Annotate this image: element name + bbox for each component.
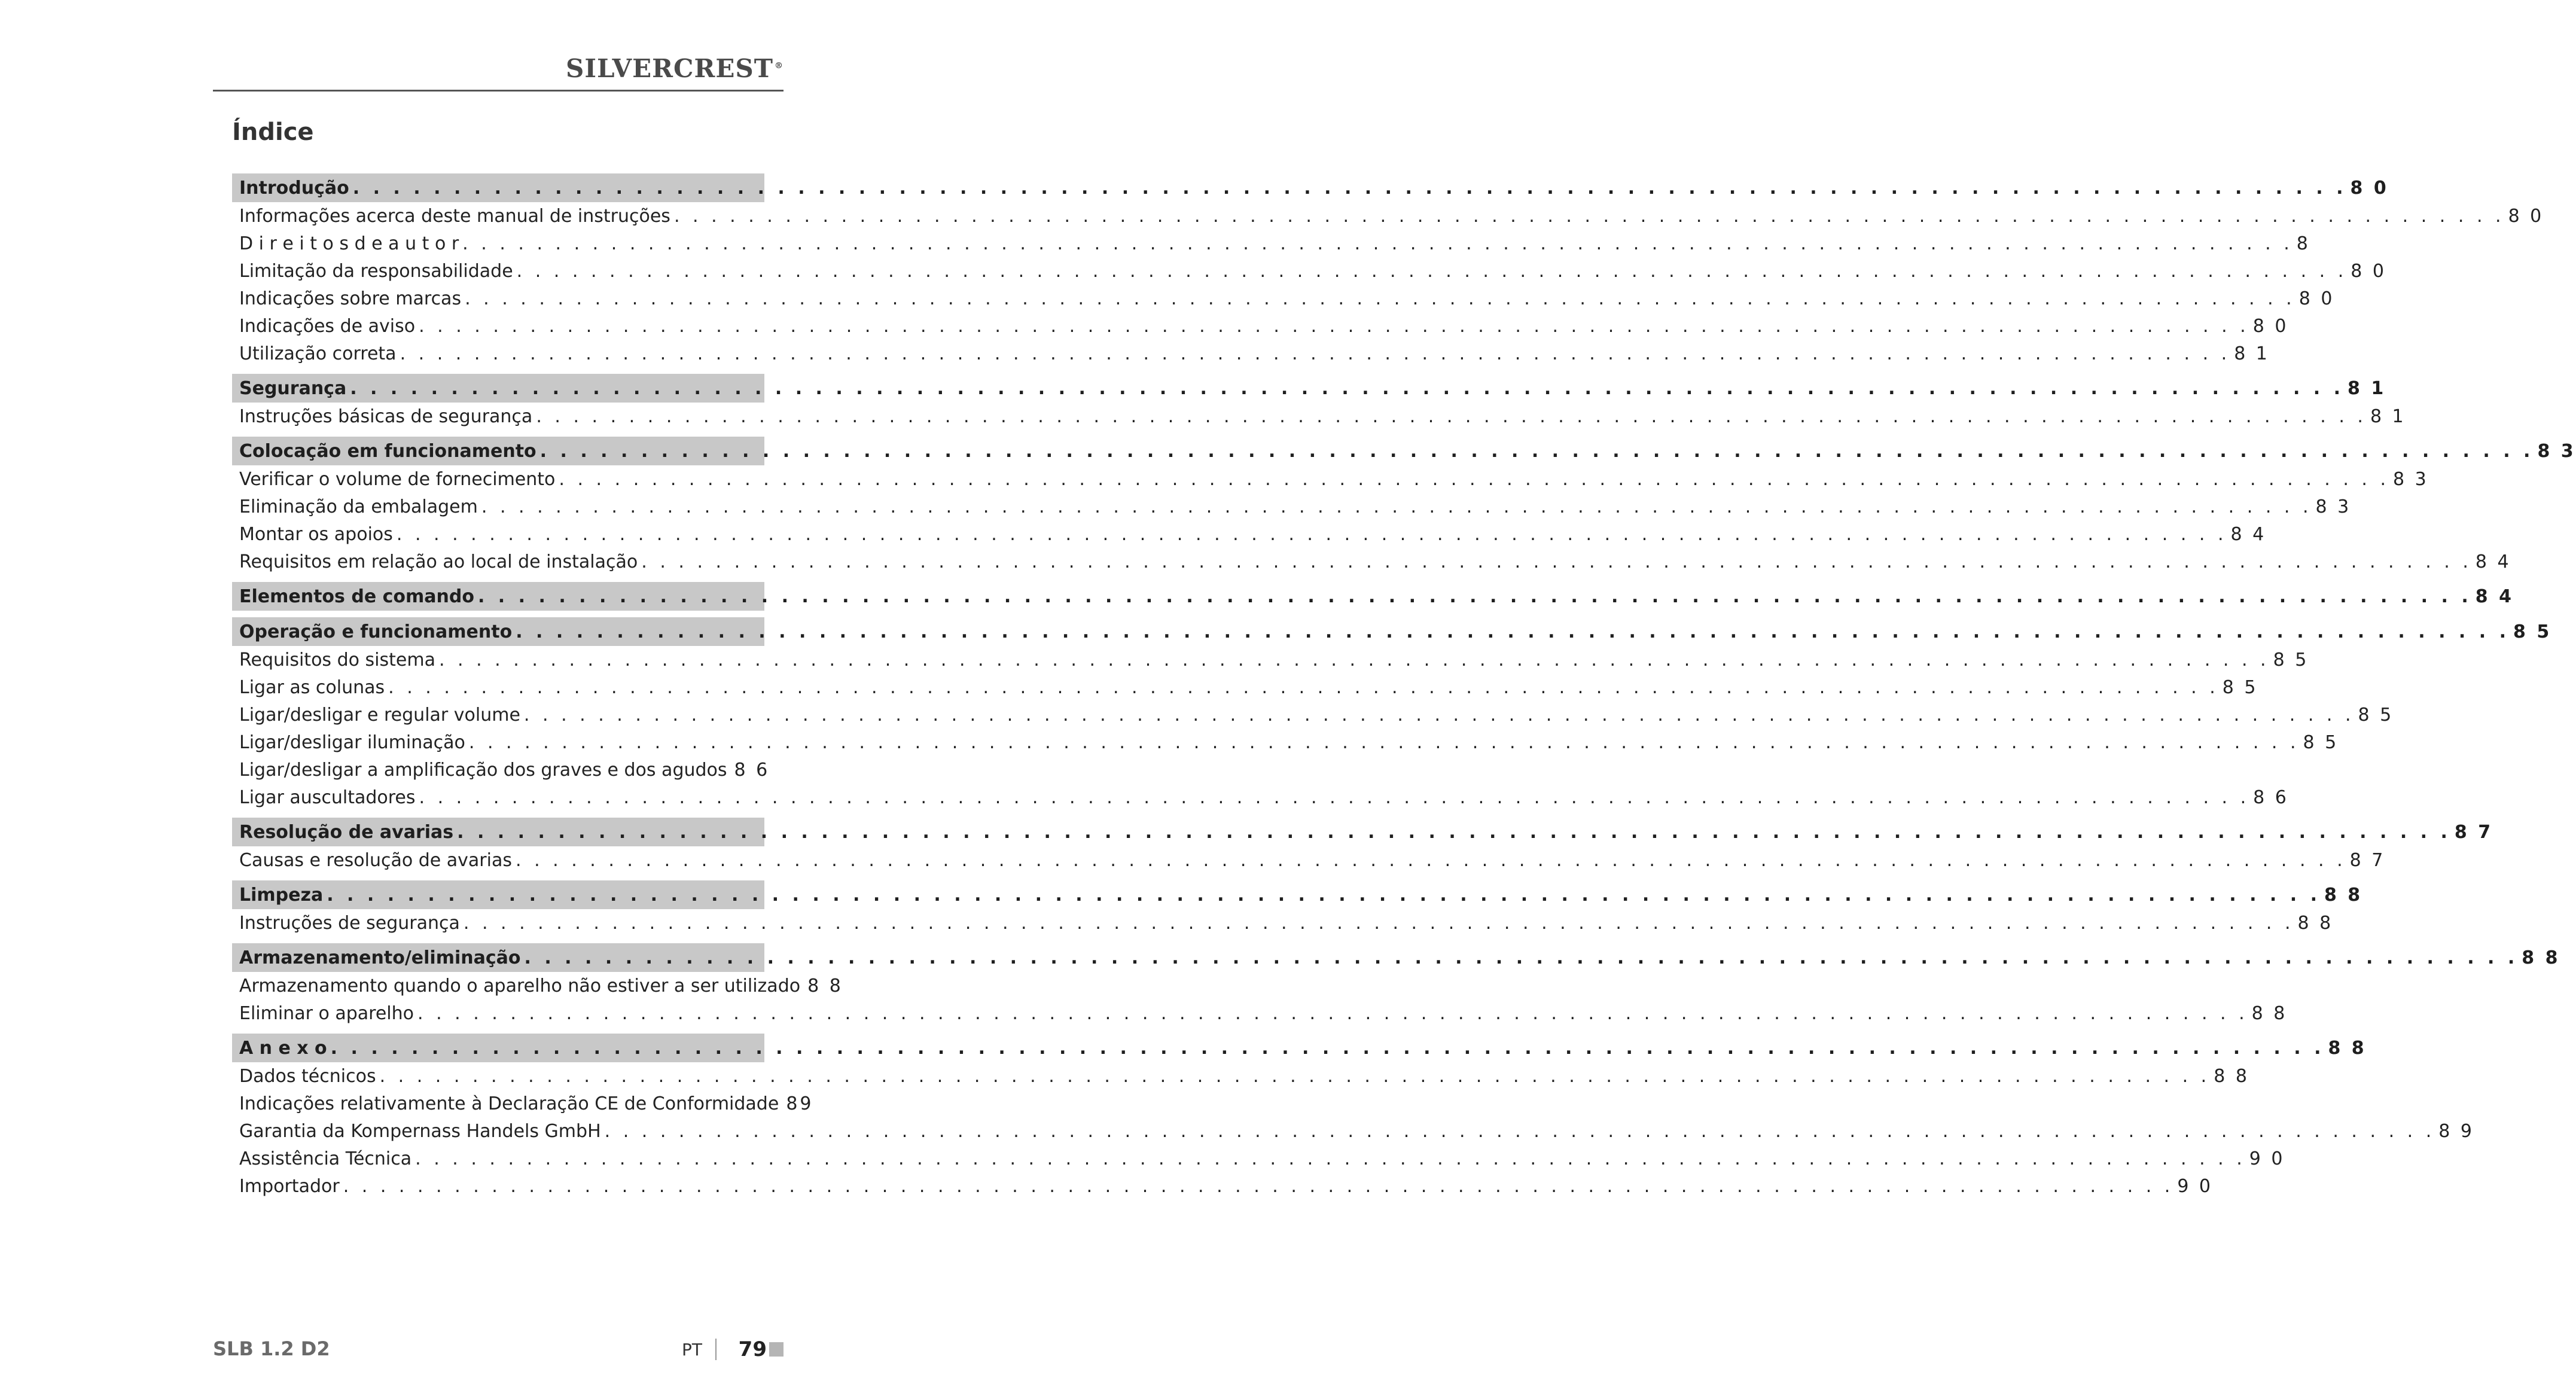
toc-entry-label: Utilização correta: [239, 343, 397, 364]
toc-entry: [232, 257, 2386, 285]
dot-leader: [419, 787, 2250, 808]
toc-entry: [232, 972, 843, 999]
dot-leader: [380, 1066, 2211, 1087]
toc-section-heading: [232, 880, 2363, 909]
dot-leader: [327, 885, 2321, 906]
toc-section-heading: [232, 617, 2552, 646]
toc-entry-label: Requisitos em relação ao local de instalação: [239, 551, 638, 572]
toc-page-number: 8 1: [2370, 406, 2406, 427]
toc-entry-label: Verificar o volume de fornecimento: [239, 468, 556, 490]
dot-leader: [674, 206, 2505, 227]
toc-section: [232, 818, 2493, 874]
page-title: Índice: [232, 118, 314, 146]
dot-leader: [525, 947, 2519, 968]
toc-entry-label: Limitação da responsabilidade: [239, 260, 513, 282]
toc-page-number: 8 4: [2475, 586, 2514, 607]
dot-leader: [464, 913, 2294, 934]
toc-page-number: 8 5: [2273, 649, 2309, 670]
toc-page-number: 8 5: [2358, 704, 2394, 726]
toc-entry: [232, 230, 2310, 257]
toc-entry: [232, 846, 2386, 874]
toc-page-number: 8 3: [2393, 468, 2429, 490]
toc-entry-label: Eliminar o aparelho: [239, 1002, 414, 1024]
toc-page-number: 8 8: [2214, 1065, 2249, 1087]
dot-leader: [465, 288, 2295, 309]
page-number: 79: [738, 1337, 767, 1361]
toc-section-heading: [232, 582, 2514, 611]
toc-section-heading: [232, 943, 2560, 972]
toc-section-title: Limpeza: [239, 884, 324, 906]
toc-section-heading: [232, 437, 2576, 465]
page-footer: [213, 1337, 787, 1367]
toc-entry-label: Ligar/desligar iluminação: [239, 731, 465, 753]
toc-page-number: 8 3: [2315, 496, 2352, 517]
toc-entry-label: Importador: [239, 1175, 340, 1197]
toc-section: [232, 617, 2552, 811]
toc-entry: [232, 493, 2352, 520]
dot-leader: [400, 343, 2231, 364]
toc-page-number: 8 8: [807, 975, 843, 996]
toc-entry-label: Indicações de aviso: [239, 315, 416, 337]
toc-entry: [232, 202, 2544, 230]
toc-entry-label: Indicações sobre marcas: [239, 288, 462, 309]
dot-leader: [343, 1176, 2174, 1197]
toc-entry-label: Eliminação da embalagem: [239, 496, 478, 517]
toc-section-title: Colocação em funcionamento: [239, 440, 536, 462]
toc-page-number: 8 8: [2328, 1037, 2367, 1059]
dot-leader: [641, 551, 2472, 572]
toc-entry-label: Requisitos do sistema: [239, 649, 435, 670]
toc-page-number: 8 8: [2324, 884, 2363, 906]
toc-entry: [232, 701, 2394, 729]
toc-page-number: 9 0: [2249, 1148, 2285, 1169]
toc-page-number: 8 6: [2253, 787, 2289, 808]
toc-entry: [232, 1062, 2249, 1090]
toc-section: [232, 1034, 2474, 1200]
dot-leader: [516, 850, 2346, 871]
toc-entry: [232, 729, 2339, 756]
toc-page-number: 8 5: [2513, 621, 2552, 642]
toc-entry: [232, 784, 2289, 811]
dot-leader: [397, 524, 2227, 545]
toc-section: [232, 173, 2544, 367]
toc-section: [232, 880, 2363, 937]
toc-page-number: 8 0: [2351, 260, 2386, 282]
dot-leader: [353, 178, 2347, 199]
toc-section-title: Introdução: [239, 177, 349, 199]
dot-leader: [559, 469, 2389, 490]
page-header: [213, 36, 784, 92]
toc-page-number: 9 0: [2177, 1175, 2214, 1197]
dot-leader: [415, 1148, 2246, 1169]
toc-entry-label: Causas e resolução de avarias: [239, 849, 512, 871]
toc-page-number: 8 6: [734, 759, 770, 781]
dot-leader: [540, 441, 2534, 462]
toc-entry-label: Ligar as colunas: [239, 676, 385, 698]
dot-leader: [462, 233, 2293, 254]
toc-section-title: Segurança: [239, 377, 347, 399]
toc-entry: [232, 909, 2334, 937]
toc-entry-label: Garantia da Kompernass Handels GmbH: [239, 1120, 601, 1142]
toc-page-number: 8 3: [2537, 440, 2576, 462]
toc-entry-label: Instruções básicas de segurança: [239, 406, 533, 427]
toc-page-number: 8 1: [2348, 377, 2386, 399]
toc-entry: [232, 548, 2511, 575]
square-marker-icon: [769, 1342, 784, 1357]
toc-page-number: 8 5: [2303, 731, 2339, 753]
toc-entry: [232, 1145, 2285, 1172]
toc-section-heading: [232, 173, 2389, 202]
toc-section-title: Operação e funcionamento: [239, 621, 513, 642]
toc-entry: [232, 756, 770, 784]
toc-entry-label: Indicações relativamente à Declaração CE de Conformidade: [239, 1093, 779, 1114]
dot-leader: [481, 496, 2312, 517]
toc-entry-label: Assistência Técnica: [239, 1148, 412, 1169]
dot-leader: [388, 677, 2219, 698]
dot-leader: [524, 705, 2355, 726]
toc-entry: [232, 340, 2270, 367]
toc-entry-label: Montar os apoios: [239, 523, 393, 545]
toc-entry: [232, 1172, 2214, 1200]
toc-entry: [232, 520, 2267, 548]
toc-page-number: 8: [2296, 233, 2310, 254]
toc-page-number: 8 8: [2297, 912, 2334, 934]
toc-section-title: Resolução de avarias: [239, 821, 454, 843]
toc-entry-label: Ligar auscultadores: [239, 787, 416, 808]
dot-leader: [517, 261, 2348, 282]
toc-page-number: 8 8: [2522, 947, 2560, 968]
toc-entry: [232, 999, 2288, 1027]
dot-leader: [439, 650, 2270, 670]
toc-entry-label: Ligar/desligar e regular volume: [239, 704, 520, 726]
language-code: PT: [682, 1340, 702, 1360]
toc-section-heading: [232, 374, 2386, 403]
toc-page-number: 8 0: [2252, 315, 2289, 337]
dot-leader: [516, 621, 2510, 642]
toc-section: [232, 582, 2514, 611]
toc-page-number: 8 7: [2454, 821, 2493, 843]
toc-page-number: 8 5: [2222, 676, 2258, 698]
toc-entry-label: Ligar/desligar a amplificação dos graves e dos agudos: [239, 759, 727, 781]
dot-leader: [350, 378, 2344, 399]
toc-section-title: Armazenamento/eliminação: [239, 947, 521, 968]
model-number: SLB 1.2 D2: [213, 1337, 330, 1360]
dot-leader: [457, 822, 2451, 843]
toc-entry: [232, 465, 2429, 493]
toc-page-number: 8 4: [2230, 523, 2267, 545]
toc-page-number: 8 0: [2350, 177, 2389, 199]
dot-leader: [478, 586, 2472, 607]
toc-section: [232, 374, 2406, 430]
dot-leader: [469, 732, 2300, 753]
toc-page-number: 8 0: [2298, 288, 2335, 309]
toc-page-number: 89: [786, 1093, 814, 1114]
toc-page-number: 8 7: [2349, 849, 2386, 871]
brand-logo: SILVERCREST ®: [566, 54, 784, 83]
toc-entry-label: Armazenamento quando o aparelho não estiver a ser utilizado: [239, 975, 801, 996]
toc-entry: [232, 285, 2335, 312]
toc-entry: [232, 403, 2406, 430]
dot-leader: [419, 316, 2249, 337]
toc-section-heading: [232, 818, 2493, 846]
toc-section: [232, 943, 2560, 1027]
toc-entry-label: Informações acerca deste manual de instruções: [239, 205, 670, 227]
toc-entry-label: D i r e i t o s d e a u t o r: [239, 233, 459, 254]
toc-entry-label: Instruções de segurança: [239, 912, 460, 934]
toc-page-number: 8 4: [2475, 551, 2511, 572]
toc-section-heading: [232, 1034, 2367, 1062]
toc-page-number: 8 9: [2438, 1120, 2474, 1142]
toc-section-title: Elementos de comando: [239, 586, 474, 607]
footer-divider: [715, 1339, 717, 1360]
toc-page-number: 8 0: [2508, 205, 2544, 227]
dot-leader: [605, 1121, 2435, 1142]
dot-leader: [536, 406, 2367, 427]
toc-section: [232, 437, 2576, 575]
dot-leader: [417, 1003, 2248, 1024]
toc-entry: [232, 312, 2289, 340]
toc-entry-label: Dados técnicos: [239, 1065, 376, 1087]
toc-entry: [232, 673, 2258, 701]
toc-page-number: 8 1: [2234, 343, 2270, 364]
toc-section-title: A n e x o: [239, 1037, 327, 1059]
table-of-contents: [232, 173, 2576, 1206]
toc-entry: [232, 1090, 814, 1117]
dot-leader: [331, 1038, 2325, 1059]
toc-page-number: 8 8: [2251, 1002, 2288, 1024]
toc-entry: [232, 646, 2309, 673]
toc-entry: [232, 1117, 2474, 1145]
